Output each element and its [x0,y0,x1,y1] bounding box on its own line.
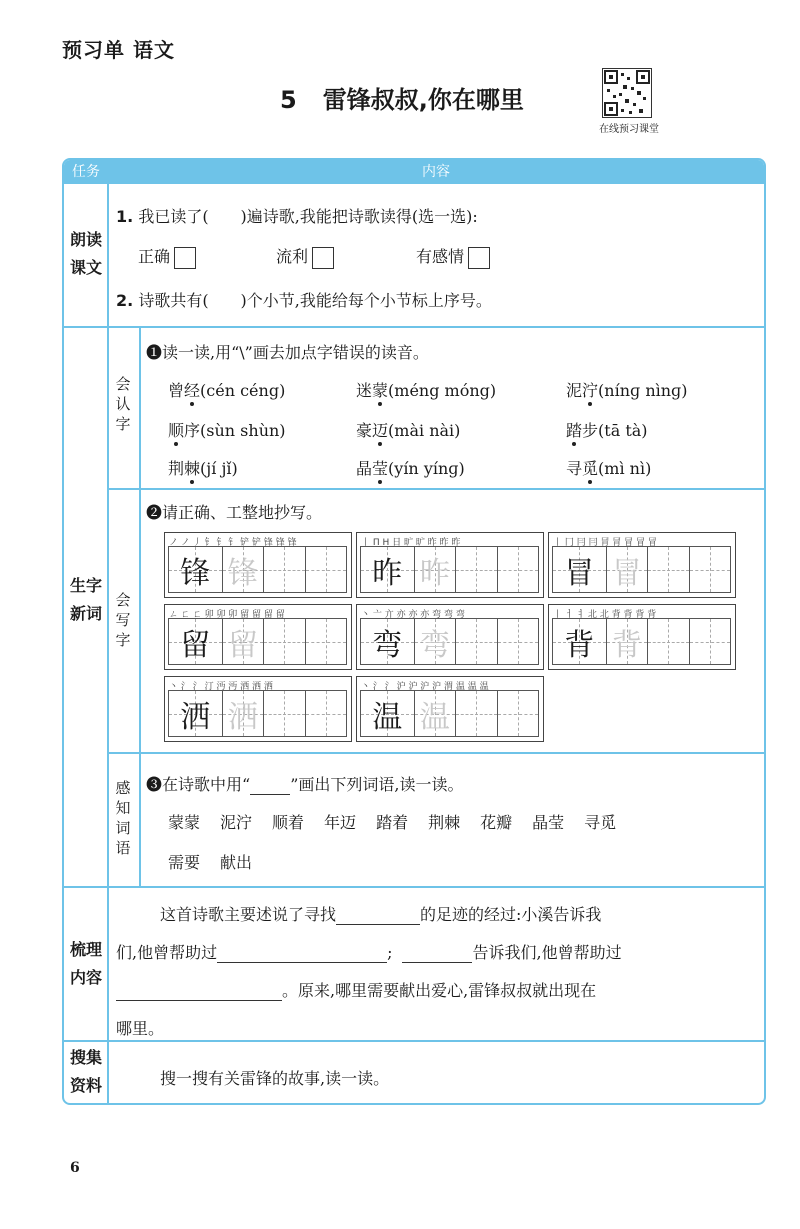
vocab-word: 花瓣 [480,813,513,832]
task-table [62,158,766,1105]
model-char-cell: 弯 [360,618,415,665]
trace-char-cell[interactable]: 昨 [414,546,456,593]
writing-grid-card[interactable] [356,676,544,742]
practice-cell[interactable] [689,618,731,665]
word-item: 迷蒙(méng móng) [356,381,497,400]
word-item: 荆棘(jí jǐ) [168,459,238,478]
subrow-divider [107,752,764,754]
practice-cell[interactable] [497,618,539,665]
header-content: 内容 [422,164,450,180]
practice-cell[interactable] [497,546,539,593]
vocab-word: 荆棘 [428,813,461,832]
header-task: 任务 [72,164,100,180]
vocab-row-1 [168,810,616,833]
writing-grid-card[interactable] [164,604,352,670]
stroke-order: 丶 氵 氵 汀 沔 沔 洒 洒 洒 [169,682,273,692]
trace-char-cell[interactable]: 背 [606,618,648,665]
model-char-cell: 留 [168,618,223,665]
sublabel-vocab: 感 知 词 语 [115,779,131,857]
trace-char-cell[interactable]: 留 [222,618,264,665]
trace-char-cell[interactable]: 洒 [222,690,264,737]
row-divider [64,1040,764,1042]
writing-grid-card[interactable] [164,676,352,742]
summary-line-2: 们,他曾帮助过 ; 告诉我们,他曾帮助过 [116,943,622,962]
stroke-order: 丶 亠 亣 亦 亦 亦 弯 弯 弯 [361,610,465,620]
practice-cell[interactable] [305,618,347,665]
table-header [64,160,764,184]
row-divider [64,326,764,328]
trace-char-cell[interactable]: 冒 [606,546,648,593]
research-text: 搜一搜有关雷锋的故事,读一读。 [160,1069,390,1088]
vocab-word: 晶莹 [532,813,565,832]
word-item: 寻觅(mì nì) [566,459,652,478]
vocab-word: 蒙蒙 [168,813,201,832]
vocab-word: 踏着 [376,813,409,832]
model-char-cell: 锋 [168,546,223,593]
practice-cell[interactable] [305,690,347,737]
row-divider [64,886,764,888]
vocab-word: 需要 [168,853,201,872]
task-label: 朗读 课文 [69,230,102,277]
summary-line-3: 。原来,哪里需要献出爱心,雷锋叔叔就出现在 [116,978,596,1001]
vocab-word: 年迈 [324,813,357,832]
practice-cell[interactable] [647,546,689,593]
vocab-word: 顺着 [272,813,305,832]
question-copy: ❷请正确、工整地抄写。 [146,503,323,522]
vocab-word: 泥泞 [220,813,253,832]
option-fluent[interactable]: 流利 [276,244,334,269]
task-label: 生字 新词 [69,576,102,623]
practice-cell[interactable] [455,546,497,593]
question-2: 2. 诗歌共有( )个小节,我能给每个小节标上序号。 [116,291,492,310]
task-label: 梳理 内容 [69,940,102,987]
sublabel-write: 会 写 字 [115,591,131,649]
checkbox[interactable] [468,247,490,269]
practice-cell[interactable] [263,690,305,737]
summary-line-4: 哪里。 [116,1019,165,1038]
stroke-order: ㄥ ㄈ ㄈ 卯 卯 卯 留 留 留 留 [169,610,285,620]
header-label: 预习单 语文 [62,38,175,62]
qr-code[interactable] [602,68,652,118]
writing-grid-card[interactable] [164,532,352,598]
trace-char-cell[interactable]: 弯 [414,618,456,665]
word-item: 豪迈(mài nài) [356,421,461,440]
summary-line-1: 这首诗歌主要述说了寻找 的足迹的经过:小溪告诉我 [160,905,602,924]
practice-cell[interactable] [455,690,497,737]
vocab-row-2 [168,850,252,873]
practice-cell[interactable] [305,546,347,593]
word-item: 晶莹(yín yínɡ) [356,459,465,478]
writing-grid-card[interactable] [356,604,544,670]
practice-cell[interactable] [263,546,305,593]
lesson-number: 5 [280,86,297,114]
underline-sample [250,794,290,795]
writing-grid-card[interactable] [356,532,544,598]
vocab-word: 献出 [220,853,253,872]
model-char-cell: 洒 [168,690,223,737]
question-underline: ❸在诗歌中用“ ”画出下列词语,读一读。 [146,775,464,794]
word-item: 曾经(cén céng) [168,381,286,400]
writing-grid-card[interactable] [548,532,736,598]
practice-cell[interactable] [497,690,539,737]
practice-cell[interactable] [263,618,305,665]
fill-blank[interactable] [217,944,387,963]
word-item: 顺序(sùn shùn) [168,421,286,440]
stroke-order: 丨 ㅓ ㅕ 北 北 背 背 背 背 [553,610,657,620]
sublabel-recognize: 会 认 字 [115,375,131,433]
lesson-title [280,80,524,115]
fill-blank[interactable] [116,982,282,1001]
checkbox[interactable] [174,247,196,269]
stroke-order: 丶 氵 氵 沪 沪 沪 沪 渭 温 温 温 [361,682,489,692]
vocab-word: 寻觅 [584,813,617,832]
word-item: 泥泞(nínɡ nìnɡ) [566,381,688,400]
model-char-cell: 温 [360,690,415,737]
page-number: 6 [70,1160,80,1176]
word-item: 踏步(tā tà) [566,421,648,440]
checkbox[interactable] [312,247,334,269]
task-label: 搜集 资料 [69,1048,102,1095]
trace-char-cell[interactable]: 温 [414,690,456,737]
practice-cell[interactable] [455,618,497,665]
writing-grid-card[interactable] [548,604,736,670]
practice-cell[interactable] [689,546,731,593]
model-char-cell: 昨 [360,546,415,593]
subcolumn-divider [139,326,141,886]
fill-blank[interactable] [336,906,420,925]
model-char-cell: 背 [552,618,607,665]
stroke-order: 丨 冂 冃 冃 冐 冐 冒 冒 冒 [553,538,657,548]
option-emotion[interactable]: 有感情 [416,244,490,269]
stroke-order: ノ ノ 丿 钅 钅 钅 铲 铲 锋 锋 锋 [169,538,297,548]
fill-blank[interactable] [402,944,472,963]
trace-char-cell[interactable]: 锋 [222,546,264,593]
question-1: 1. 我已读了( )遍诗歌,我能把诗歌读得(选一选): [116,207,478,226]
option-correct[interactable]: 正确 [138,244,196,269]
practice-cell[interactable] [647,618,689,665]
lesson-title-text: 雷锋叔叔,你在哪里 [322,86,524,114]
question-pinyin: ❶读一读,用“\”画去加点字错误的读音。 [146,343,429,362]
subrow-divider [107,488,764,490]
stroke-order: 丨 П Н 日 旷 旷 昨 昨 昨 [361,538,461,548]
model-char-cell: 冒 [552,546,607,593]
qr-label: 在线预习课堂 [599,124,659,135]
